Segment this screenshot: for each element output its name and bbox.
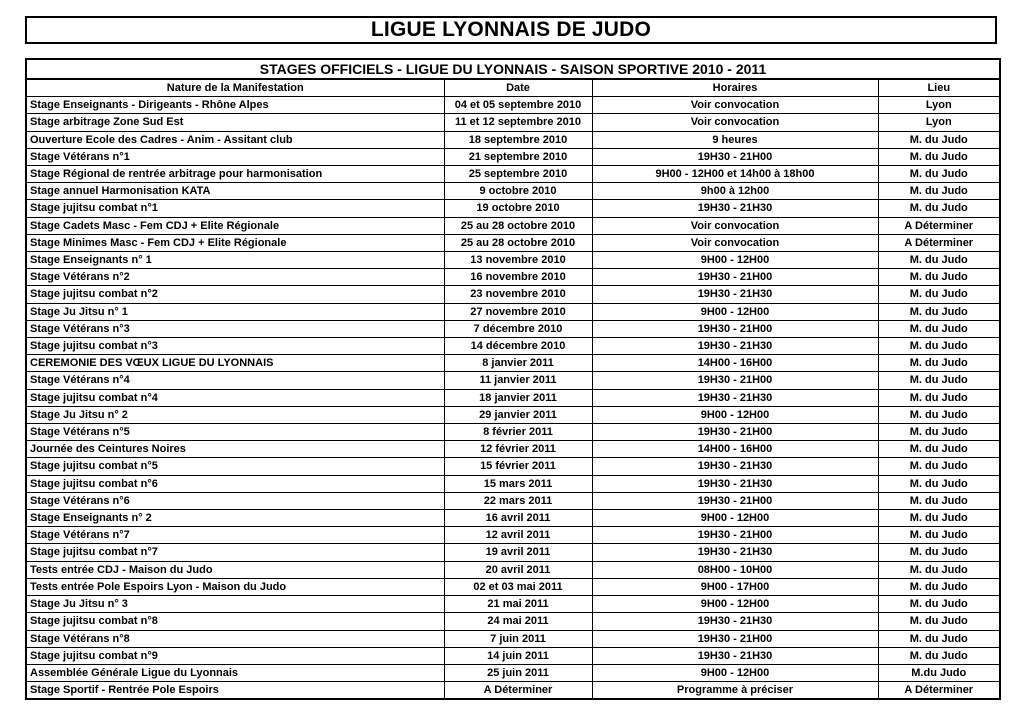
table-row	[26, 389, 1000, 406]
cell-horaires: 08H00 - 10H00	[592, 561, 878, 578]
cell-nature: Journée des Ceintures Noires	[26, 441, 444, 458]
table-row	[26, 114, 1000, 131]
cell-lieu: M. du Judo	[878, 303, 1000, 320]
cell-date: 20 avril 2011	[444, 561, 592, 578]
cell-lieu: M. du Judo	[878, 561, 1000, 578]
cell-horaires: 19H30 - 21H00	[592, 630, 878, 647]
cell-nature: Stage Ju Jitsu n° 3	[26, 596, 444, 613]
cell-horaires: 19H30 - 21H00	[592, 269, 878, 286]
cell-lieu: M. du Judo	[878, 338, 1000, 355]
column-header-nature: Nature de la Manifestation	[26, 79, 444, 97]
cell-horaires: 9H00 - 12H00	[592, 303, 878, 320]
cell-date: 9 octobre 2010	[444, 183, 592, 200]
cell-date: 27 novembre 2010	[444, 303, 592, 320]
table-subtitle: STAGES OFFICIELS - LIGUE DU LYONNAIS - SAISON SPORTIVE 2010 - 2011	[26, 59, 1000, 79]
cell-lieu: A Déterminer	[878, 234, 1000, 251]
cell-horaires: Voir convocation	[592, 114, 878, 131]
table-body	[26, 97, 1000, 700]
cell-date: 02 et 03 mai 2011	[444, 578, 592, 595]
table-row	[26, 544, 1000, 561]
page-title-box	[25, 16, 997, 44]
cell-date: 16 avril 2011	[444, 510, 592, 527]
cell-date: 25 au 28 octobre 2010	[444, 217, 592, 234]
cell-nature: Stage Enseignants n° 1	[26, 252, 444, 269]
cell-horaires: 19H30 - 21H00	[592, 320, 878, 337]
cell-nature: Stage jujitsu combat n°5	[26, 458, 444, 475]
table-row	[26, 131, 1000, 148]
cell-lieu: M. du Judo	[878, 510, 1000, 527]
cell-nature: Stage jujitsu combat n°3	[26, 338, 444, 355]
cell-nature: Stage Régional de rentrée arbitrage pour harmonisation	[26, 166, 444, 183]
cell-nature: Stage annuel Harmonisation KATA	[26, 183, 444, 200]
cell-lieu: M. du Judo	[878, 355, 1000, 372]
cell-nature: Stage Enseignants - Dirigeants - Rhône Alpes	[26, 97, 444, 114]
cell-nature: Stage jujitsu combat n°2	[26, 286, 444, 303]
column-header-horaires: Horaires	[592, 79, 878, 97]
cell-lieu: M. du Judo	[878, 183, 1000, 200]
cell-nature: Ouverture Ecole des Cadres - Anim - Assitant club	[26, 131, 444, 148]
cell-horaires: 19H30 - 21H00	[592, 148, 878, 165]
cell-date: 19 avril 2011	[444, 544, 592, 561]
cell-date: 19 octobre 2010	[444, 200, 592, 217]
cell-horaires: 9H00 - 12H00	[592, 510, 878, 527]
cell-lieu: M. du Judo	[878, 148, 1000, 165]
cell-date: 18 septembre 2010	[444, 131, 592, 148]
cell-nature: CEREMONIE DES VŒUX LIGUE DU LYONNAIS	[26, 355, 444, 372]
cell-horaires: 14H00 - 16H00	[592, 355, 878, 372]
cell-lieu: M. du Judo	[878, 596, 1000, 613]
cell-lieu: M. du Judo	[878, 630, 1000, 647]
cell-date: 25 au 28 octobre 2010	[444, 234, 592, 251]
cell-date: 23 novembre 2010	[444, 286, 592, 303]
cell-lieu: M. du Judo	[878, 372, 1000, 389]
cell-lieu: M. du Judo	[878, 389, 1000, 406]
table-row	[26, 200, 1000, 217]
cell-nature: Stage Cadets Masc - Fem CDJ + Elite Régionale	[26, 217, 444, 234]
table-row	[26, 561, 1000, 578]
cell-lieu: M. du Judo	[878, 131, 1000, 148]
table-row	[26, 458, 1000, 475]
cell-date: 22 mars 2011	[444, 492, 592, 509]
cell-lieu: A Déterminer	[878, 217, 1000, 234]
cell-horaires: 9H00 - 12H00 et 14h00 à 18h00	[592, 166, 878, 183]
cell-date: 25 juin 2011	[444, 664, 592, 681]
cell-date: 14 décembre 2010	[444, 338, 592, 355]
cell-date: 12 février 2011	[444, 441, 592, 458]
cell-lieu: M. du Judo	[878, 492, 1000, 509]
cell-nature: Assemblée Générale Ligue du Lyonnais	[26, 664, 444, 681]
cell-nature: Stage Vétérans n°4	[26, 372, 444, 389]
cell-horaires: 19H30 - 21H30	[592, 200, 878, 217]
schedule-table	[25, 58, 1001, 700]
table-row	[26, 320, 1000, 337]
cell-lieu: M. du Judo	[878, 458, 1000, 475]
cell-lieu: M. du Judo	[878, 578, 1000, 595]
table-row	[26, 166, 1000, 183]
cell-horaires: Voir convocation	[592, 234, 878, 251]
cell-horaires: 9H00 - 12H00	[592, 252, 878, 269]
cell-date: 25 septembre 2010	[444, 166, 592, 183]
table-row	[26, 630, 1000, 647]
table-row	[26, 510, 1000, 527]
cell-nature: Stage Vétérans n°6	[26, 492, 444, 509]
cell-date: 8 janvier 2011	[444, 355, 592, 372]
table-row	[26, 424, 1000, 441]
table-row	[26, 252, 1000, 269]
cell-lieu: M. du Judo	[878, 424, 1000, 441]
cell-date: 29 janvier 2011	[444, 406, 592, 423]
table-row	[26, 441, 1000, 458]
cell-date: 24 mai 2011	[444, 613, 592, 630]
table-row	[26, 286, 1000, 303]
cell-horaires: 19H30 - 21H00	[592, 424, 878, 441]
table-row	[26, 355, 1000, 372]
cell-nature: Stage jujitsu combat n°8	[26, 613, 444, 630]
cell-nature: Tests entrée Pole Espoirs Lyon - Maison du Judo	[26, 578, 444, 595]
cell-horaires: 19H30 - 21H00	[592, 492, 878, 509]
table-row	[26, 234, 1000, 251]
cell-nature: Stage arbitrage Zone Sud Est	[26, 114, 444, 131]
cell-date: 12 avril 2011	[444, 527, 592, 544]
cell-date: 8 février 2011	[444, 424, 592, 441]
page-title: LIGUE LYONNAIS DE JUDO	[370, 18, 652, 41]
cell-nature: Stage Vétérans n°5	[26, 424, 444, 441]
cell-nature: Stage jujitsu combat n°9	[26, 647, 444, 664]
table-row	[26, 406, 1000, 423]
column-header-lieu: Lieu	[878, 79, 1000, 97]
cell-horaires: 19H30 - 21H30	[592, 389, 878, 406]
cell-date: A Déterminer	[444, 682, 592, 700]
table-row	[26, 303, 1000, 320]
cell-lieu: M. du Judo	[878, 527, 1000, 544]
cell-lieu: M. du Judo	[878, 320, 1000, 337]
cell-horaires: 19H30 - 21H00	[592, 372, 878, 389]
cell-horaires: 9H00 - 17H00	[592, 578, 878, 595]
cell-nature: Stage jujitsu combat n°7	[26, 544, 444, 561]
cell-horaires: 19H30 - 21H30	[592, 475, 878, 492]
table-row	[26, 682, 1000, 700]
table-row	[26, 647, 1000, 664]
table-row	[26, 148, 1000, 165]
cell-horaires: 14H00 - 16H00	[592, 441, 878, 458]
cell-horaires: Voir convocation	[592, 217, 878, 234]
cell-date: 21 septembre 2010	[444, 148, 592, 165]
table-row	[26, 613, 1000, 630]
cell-nature: Stage Vétérans n°8	[26, 630, 444, 647]
table-row	[26, 338, 1000, 355]
cell-lieu: M. du Judo	[878, 544, 1000, 561]
cell-lieu: M. du Judo	[878, 406, 1000, 423]
cell-date: 21 mai 2011	[444, 596, 592, 613]
cell-nature: Stage jujitsu combat n°1	[26, 200, 444, 217]
table-row	[26, 97, 1000, 114]
cell-horaires: 9H00 - 12H00	[592, 406, 878, 423]
cell-lieu: Lyon	[878, 97, 1000, 114]
cell-lieu: M. du Judo	[878, 647, 1000, 664]
cell-lieu: M.du Judo	[878, 664, 1000, 681]
cell-date: 15 février 2011	[444, 458, 592, 475]
cell-horaires: 19H30 - 21H30	[592, 338, 878, 355]
cell-nature: Stage Vétérans n°7	[26, 527, 444, 544]
cell-lieu: M. du Judo	[878, 286, 1000, 303]
cell-date: 11 et 12 septembre 2010	[444, 114, 592, 131]
cell-nature: Stage Ju Jitsu n° 2	[26, 406, 444, 423]
cell-horaires: 19H30 - 21H00	[592, 527, 878, 544]
cell-horaires: 9H00 - 12H00	[592, 596, 878, 613]
cell-horaires: 9 heures	[592, 131, 878, 148]
cell-horaires: 19H30 - 21H30	[592, 647, 878, 664]
cell-horaires: Programme à préciser	[592, 682, 878, 700]
cell-nature: Tests entrée CDJ - Maison du Judo	[26, 561, 444, 578]
table-row	[26, 217, 1000, 234]
cell-lieu: M. du Judo	[878, 252, 1000, 269]
cell-lieu: M. du Judo	[878, 441, 1000, 458]
cell-date: 7 décembre 2010	[444, 320, 592, 337]
column-header-row	[26, 79, 1000, 97]
cell-date: 14 juin 2011	[444, 647, 592, 664]
cell-date: 04 et 05 septembre 2010	[444, 97, 592, 114]
cell-date: 16 novembre 2010	[444, 269, 592, 286]
table-row	[26, 372, 1000, 389]
cell-horaires: 19H30 - 21H30	[592, 613, 878, 630]
cell-lieu: M. du Judo	[878, 200, 1000, 217]
table-row	[26, 183, 1000, 200]
table-row	[26, 596, 1000, 613]
table-row	[26, 492, 1000, 509]
cell-lieu: M. du Judo	[878, 166, 1000, 183]
cell-date: 13 novembre 2010	[444, 252, 592, 269]
cell-nature: Stage Enseignants n° 2	[26, 510, 444, 527]
cell-horaires: 19H30 - 21H30	[592, 544, 878, 561]
cell-horaires: 9H00 - 12H00	[592, 664, 878, 681]
cell-lieu: A Déterminer	[878, 682, 1000, 700]
cell-nature: Stage Vétérans n°3	[26, 320, 444, 337]
cell-nature: Stage Vétérans n°1	[26, 148, 444, 165]
cell-date: 7 juin 2011	[444, 630, 592, 647]
cell-nature: Stage jujitsu combat n°6	[26, 475, 444, 492]
table-row	[26, 664, 1000, 681]
cell-date: 18 janvier 2011	[444, 389, 592, 406]
table-subtitle-row	[26, 59, 1000, 79]
cell-horaires: 19H30 - 21H30	[592, 286, 878, 303]
table-row	[26, 269, 1000, 286]
cell-lieu: M. du Judo	[878, 475, 1000, 492]
cell-date: 15 mars 2011	[444, 475, 592, 492]
cell-horaires: Voir convocation	[592, 97, 878, 114]
cell-lieu: M. du Judo	[878, 613, 1000, 630]
cell-lieu: Lyon	[878, 114, 1000, 131]
cell-nature: Stage Vétérans n°2	[26, 269, 444, 286]
table-row	[26, 475, 1000, 492]
table-row	[26, 527, 1000, 544]
column-header-date: Date	[444, 79, 592, 97]
cell-lieu: M. du Judo	[878, 269, 1000, 286]
cell-horaires: 19H30 - 21H30	[592, 458, 878, 475]
cell-horaires: 9h00 à 12h00	[592, 183, 878, 200]
table-row	[26, 578, 1000, 595]
cell-nature: Stage Ju Jitsu n° 1	[26, 303, 444, 320]
cell-date: 11 janvier 2011	[444, 372, 592, 389]
cell-nature: Stage Sportif - Rentrée Pole Espoirs	[26, 682, 444, 700]
cell-nature: Stage jujitsu combat n°4	[26, 389, 444, 406]
cell-nature: Stage Minimes Masc - Fem CDJ + Elite Régionale	[26, 234, 444, 251]
